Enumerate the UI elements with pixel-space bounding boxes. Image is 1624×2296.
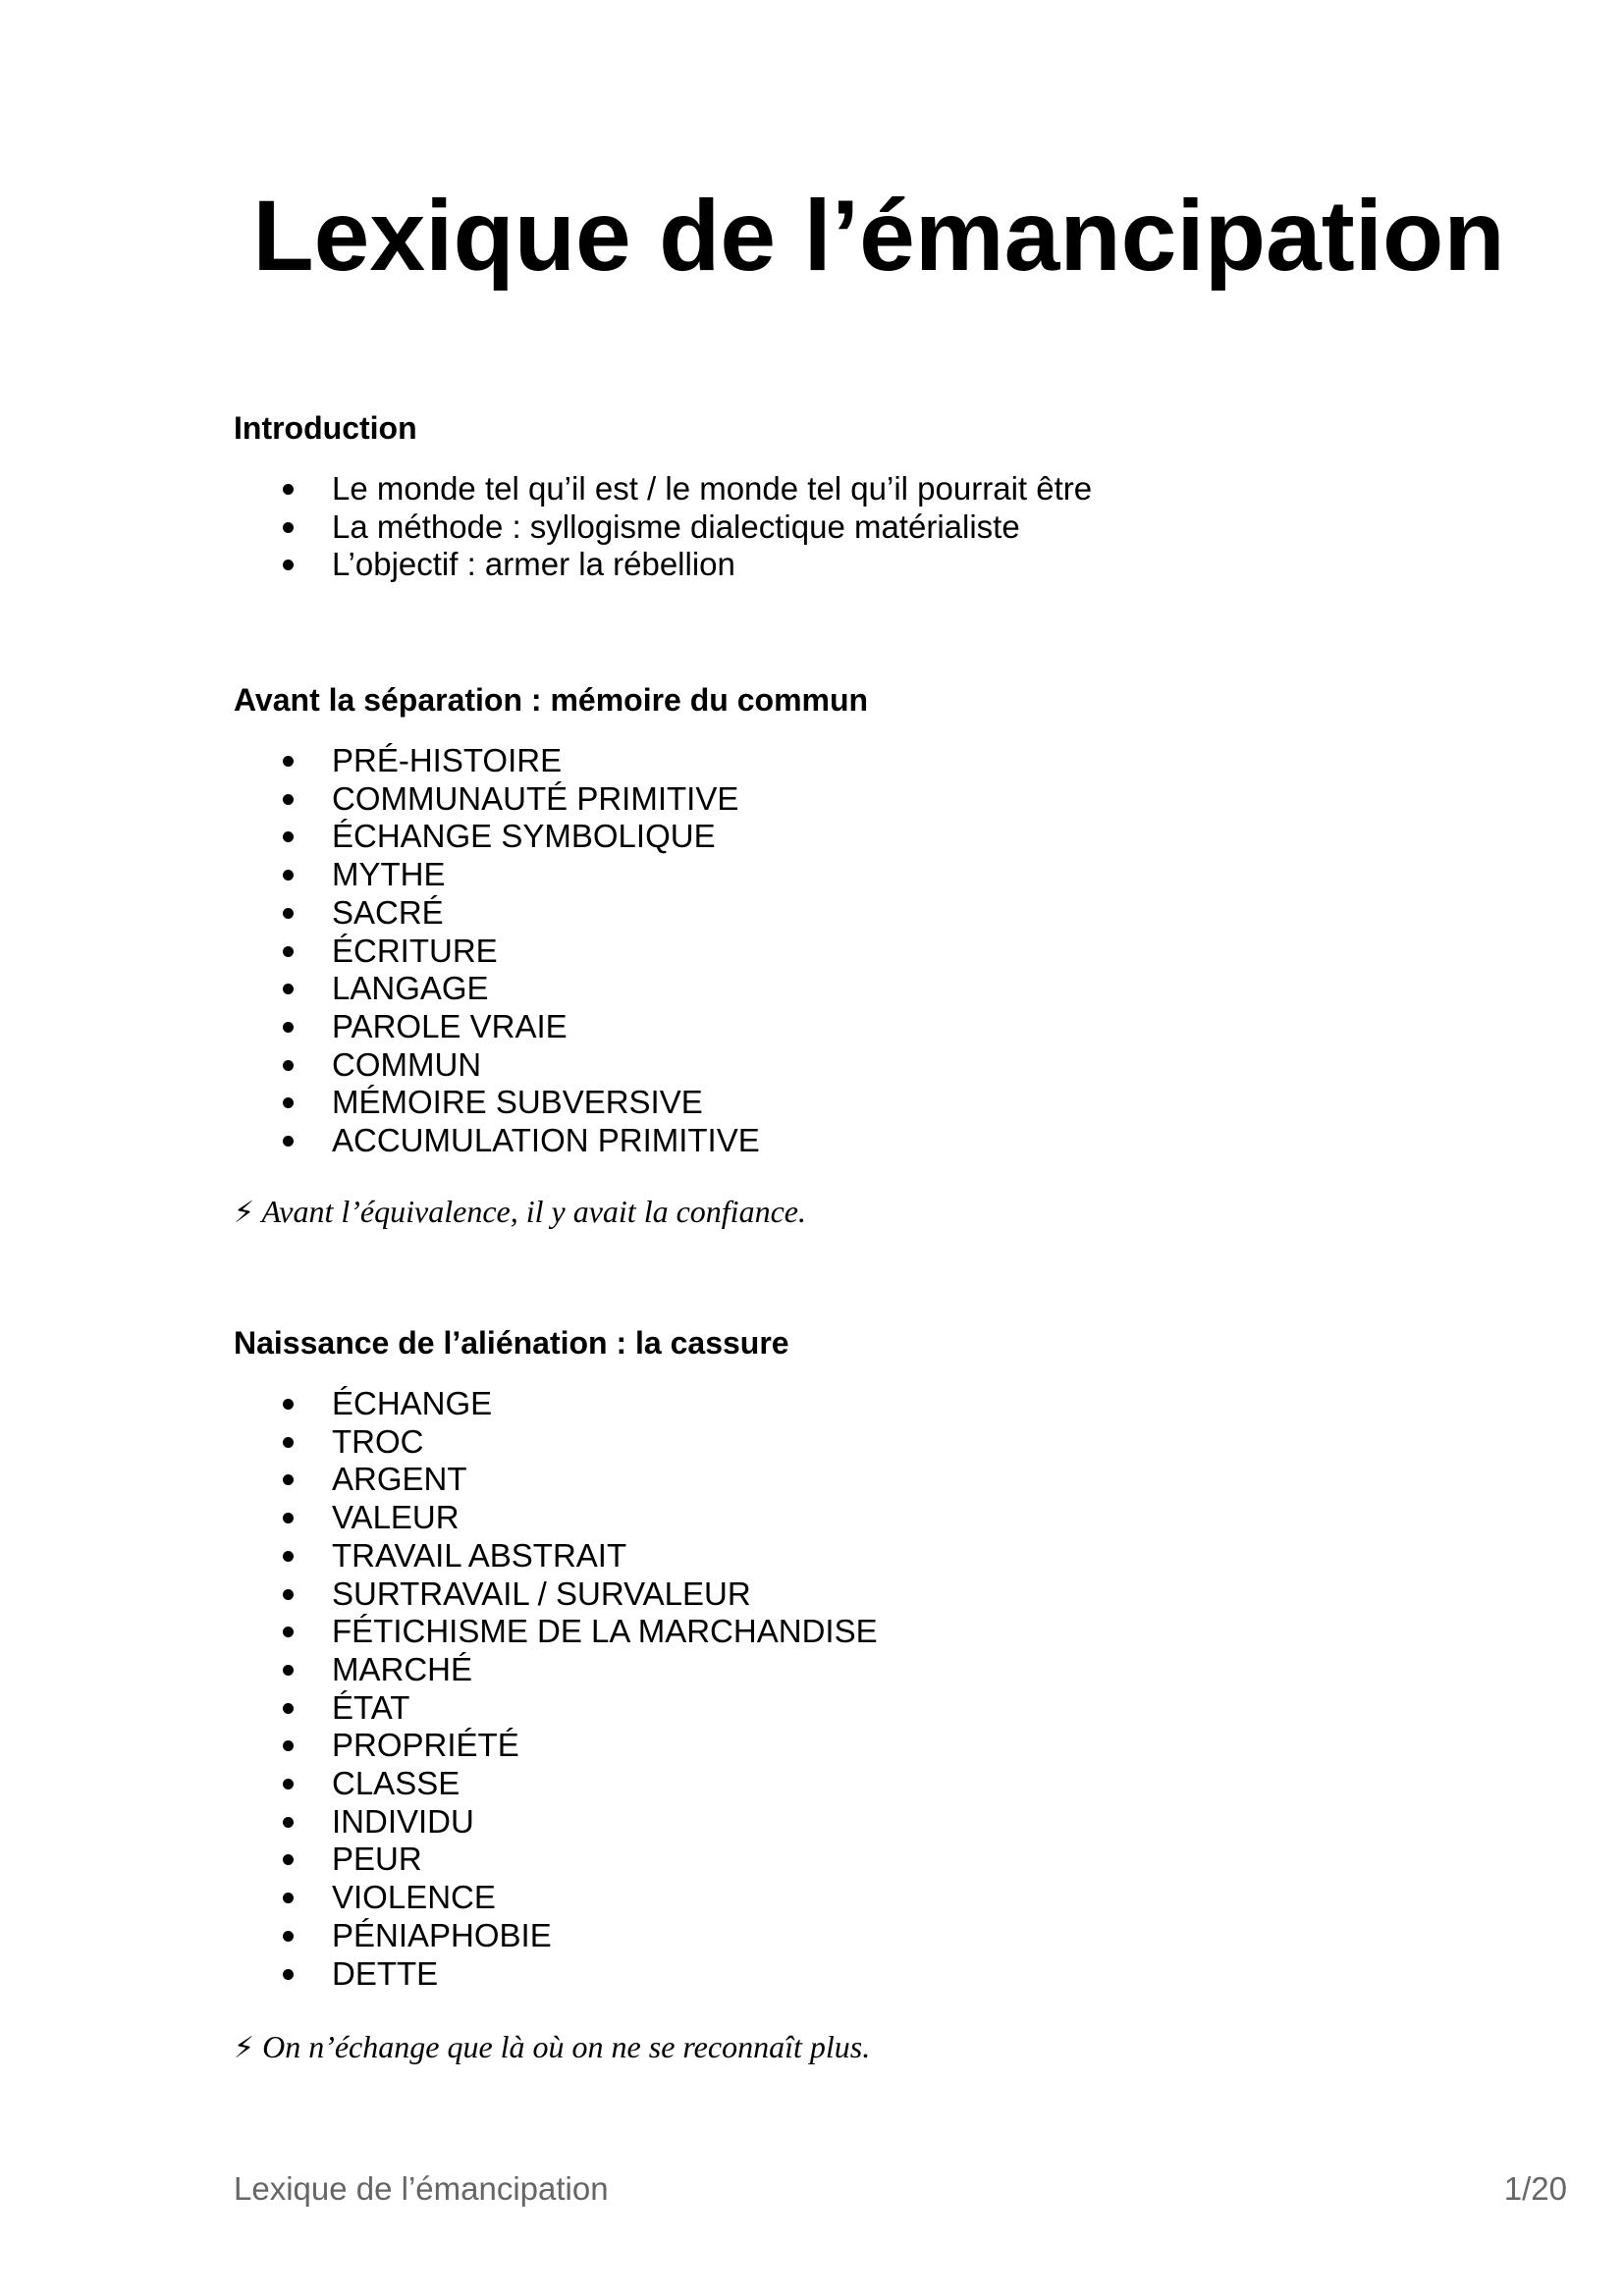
list-item-text: SACRÉ — [332, 893, 444, 931]
list-item — [234, 1499, 1510, 1537]
list-item-text: FÉTICHISME DE LA MARCHANDISE — [332, 1613, 878, 1650]
list-item-text: La méthode : syllogisme dialectique matérialiste — [332, 507, 1020, 545]
bullet-icon — [283, 1893, 294, 1903]
section-heading: Avant la séparation : mémoire du commun — [234, 682, 869, 718]
quote-text: On n’échange que là où on ne se reconnaît plus. — [262, 2029, 871, 2064]
list-item — [234, 546, 1510, 584]
list-item-text: ACCUMULATION PRIMITIVE — [332, 1122, 760, 1159]
bullet-icon — [283, 1779, 294, 1789]
list-item-text: TRAVAIL ABSTRAIT — [332, 1536, 627, 1574]
bullet-icon — [283, 1513, 294, 1523]
list-item — [234, 1084, 1510, 1122]
bullet-icon — [283, 1703, 294, 1714]
list-item-text: ÉTAT — [332, 1688, 410, 1726]
list-item-text: PROPRIÉTÉ — [332, 1727, 519, 1764]
bullet-icon — [283, 1022, 294, 1033]
list-item-text: PEUR — [332, 1841, 422, 1878]
bullet-icon — [283, 1060, 294, 1071]
list-item — [234, 1689, 1510, 1728]
list-item — [234, 780, 1510, 819]
list-item — [234, 1046, 1510, 1085]
section-heading: Introduction — [234, 410, 417, 446]
list-item — [234, 1765, 1510, 1803]
bullet-icon — [283, 984, 294, 994]
bullet-list — [234, 470, 1510, 584]
list-item — [234, 1461, 1510, 1499]
bullet-icon — [283, 756, 294, 767]
list-item — [234, 742, 1510, 780]
section-quote — [234, 2027, 870, 2068]
section-avant-la-separation — [234, 680, 1510, 1160]
list-item — [234, 1537, 1510, 1575]
list-item — [234, 1385, 1510, 1423]
bullet-icon — [283, 908, 294, 919]
lightning-icon: ⚡ — [234, 2031, 255, 2065]
bullet-icon — [283, 870, 294, 881]
list-item — [234, 894, 1510, 933]
list-item — [234, 1613, 1510, 1651]
list-item-text: PAROLE VRAIE — [332, 1007, 568, 1044]
bullet-icon — [283, 560, 294, 570]
page-title: Lexique de l’émancipation — [252, 180, 1505, 292]
list-item-text: PRÉ-HISTOIRE — [332, 742, 563, 778]
section-introduction — [234, 408, 1510, 584]
list-item — [234, 1955, 1510, 1994]
lightning-icon: ⚡ — [234, 1196, 255, 1230]
bullet-icon — [283, 1665, 294, 1676]
list-item-text: MYTHE — [332, 856, 446, 893]
list-item-text: L’objectif : armer la rébellion — [332, 546, 735, 583]
list-item — [234, 1803, 1510, 1842]
list-item-text: ÉCHANGE SYMBOLIQUE — [332, 818, 716, 855]
bullet-icon — [283, 1399, 294, 1410]
bullet-icon — [283, 1969, 294, 1980]
list-item-text: SURTRAVAIL / SURVALEUR — [332, 1575, 751, 1612]
bullet-list — [234, 1385, 1510, 1993]
list-item-text: COMMUN — [332, 1045, 482, 1083]
bullet-icon — [283, 484, 294, 495]
bullet-icon — [283, 946, 294, 957]
list-item — [234, 1575, 1510, 1614]
list-item — [234, 970, 1510, 1008]
bullet-icon — [283, 1589, 294, 1600]
quote-text: Avant l’équivalence, il y avait la confiance. — [261, 1194, 806, 1229]
bullet-icon — [283, 1817, 294, 1828]
list-item-text: CLASSE — [332, 1765, 460, 1802]
bullet-icon — [283, 1136, 294, 1147]
list-item-text: ÉCHANGE — [332, 1385, 493, 1421]
list-item-text: MÉMOIRE SUBVERSIVE — [332, 1084, 703, 1121]
bullet-icon — [283, 1437, 294, 1448]
bullet-icon — [283, 1474, 294, 1485]
list-item-text: VIOLENCE — [332, 1879, 496, 1916]
list-item — [234, 1841, 1510, 1879]
bullet-icon — [283, 1740, 294, 1751]
bullet-icon — [283, 522, 294, 533]
bullet-icon — [283, 1551, 294, 1562]
list-item — [234, 818, 1510, 856]
list-item — [234, 1727, 1510, 1765]
list-item — [234, 1879, 1510, 1917]
list-item-text: LANGAGE — [332, 970, 489, 1007]
section-naissance-de-l-alienation — [234, 1323, 1510, 1993]
list-item — [234, 470, 1510, 508]
section-quote — [234, 1192, 806, 1233]
list-item-text: VALEUR — [332, 1499, 460, 1536]
list-item-text: DETTE — [332, 1954, 439, 1992]
list-item-text: INDIVIDU — [332, 1802, 474, 1840]
bullet-icon — [283, 831, 294, 842]
footer-document-title: Lexique de l’émancipation — [234, 2170, 609, 2207]
list-item — [234, 1122, 1510, 1160]
list-item-text: ÉCRITURE — [332, 932, 498, 969]
bullet-icon — [283, 1097, 294, 1108]
bullet-icon — [283, 1854, 294, 1865]
list-item — [234, 933, 1510, 971]
list-item — [234, 1651, 1510, 1689]
list-item — [234, 1008, 1510, 1046]
list-item — [234, 856, 1510, 894]
list-item-text: ARGENT — [332, 1461, 467, 1498]
list-item — [234, 1423, 1510, 1462]
bullet-list — [234, 742, 1510, 1160]
bullet-icon — [283, 1627, 294, 1637]
list-item — [234, 1917, 1510, 1955]
list-item — [234, 508, 1510, 547]
list-item-text: PÉNIAPHOBIE — [332, 1916, 552, 1953]
footer-page-number: 1/20 — [1503, 2170, 1567, 2207]
bullet-icon — [283, 794, 294, 805]
bullet-icon — [283, 1931, 294, 1942]
list-item-text: MARCHÉ — [332, 1650, 473, 1687]
list-item-text: Le monde tel qu’il est / le monde tel qu’il pourrait être — [332, 470, 1093, 507]
list-item-text: TROC — [332, 1422, 424, 1460]
list-item-text: COMMUNAUTÉ PRIMITIVE — [332, 779, 739, 817]
section-heading: Naissance de l’aliénation : la cassure — [234, 1325, 789, 1361]
